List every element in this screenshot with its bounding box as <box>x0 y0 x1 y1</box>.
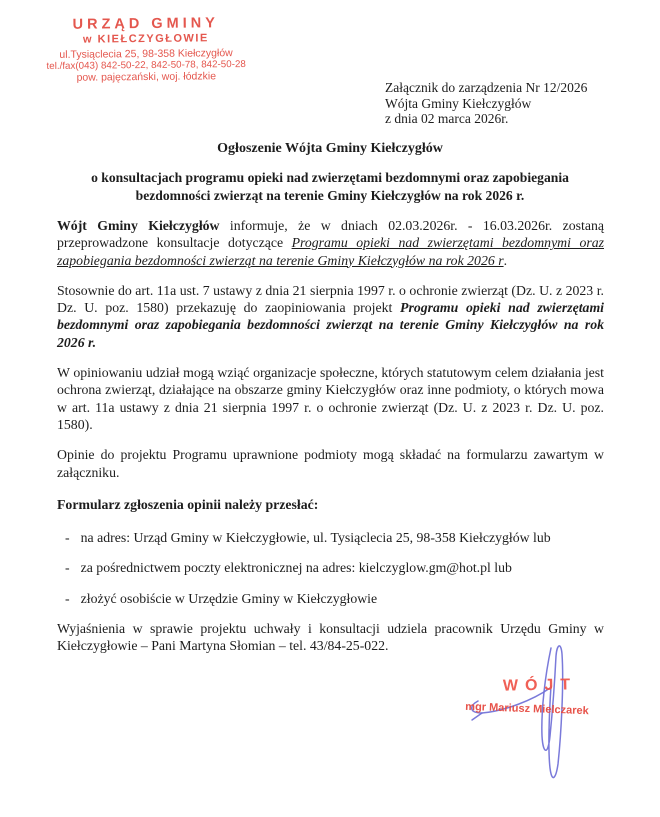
bullet-dash: - <box>65 560 70 576</box>
attachment-note-line: z dnia 02 marca 2026r. <box>385 111 509 127</box>
paragraph-contact-info: Wyjaśnienia w sprawie projektu uchwały i konsultacji udziela pracownik Urzędu Gminy w Kiełczygłowie – Pani Martyna Słomian – tel. 43/84-25-022. <box>57 621 604 654</box>
signature-role-stamp: WÓJT <box>502 676 578 695</box>
stamp-phone: tel./fax(043) 842-50-22, 842-50-78, 842-50-28 <box>46 58 246 73</box>
list-item-text: za pośrednictwem poczty elektronicznej na adres: kielczyglow.gm@hot.pl lub <box>80 560 512 576</box>
attachment-note-line: Załącznik do zarządzenia Nr 12/2026 <box>385 80 588 95</box>
paragraph-text: Stosownie do art. 11a ust. 7 ustawy z dnia 21 sierpnia 1997 r. o ochronie zwierząt (Dz. U. z 2023 r. Dz. U. poz. 1580) przekazuję do zaopiniowania projekt <box>57 282 604 316</box>
list-item-postal-address <box>65 529 604 546</box>
paragraph-period: . <box>503 252 508 268</box>
stamp-org-name: URZĄD GMINY <box>72 15 219 33</box>
attachment-note <box>385 80 587 127</box>
signature-name-stamp: mgr Mariusz Mielczarek <box>465 700 589 718</box>
stamp-address: ul.Tysiąclecia 25, 98-358 Kiełczygłów <box>59 47 233 61</box>
paragraph-consultation-dates <box>57 217 604 269</box>
program-name-bold-italic: Programu opieki nad zwierzętami bezdomnymi oraz zapobiegania bezdomności zwierząt na terenie Gminy Kiełczygłów na rok 2026 r. <box>57 300 605 350</box>
bullet-dash: - <box>65 590 70 606</box>
paragraph-text: informuje, że w dniach 02.03.2026r. - 16.03.2026r. zostaną przeprowadzone konsultacje dotyczące <box>57 218 604 251</box>
list-item-email <box>65 559 604 576</box>
signature-stroke-tip <box>472 713 482 720</box>
document-subtitle: o konsultacjach programu opieki nad zwierzętami bezdomnymi oraz zapobiegania bezdomności zwierząt na terenie Gminy Kiełczygłów na rok 2026 r. <box>91 170 569 203</box>
paragraph-lead-bold: Wójt Gminy Kiełczygłów <box>57 218 220 233</box>
office-stamp <box>32 15 261 84</box>
form-submission-heading: Formularz zgłoszenia opinii należy przesłać: <box>57 496 319 512</box>
bullet-dash: - <box>65 530 70 546</box>
attachment-note-line: Wójta Gminy Kiełczygłów <box>385 95 532 111</box>
list-item-text: na adres: Urząd Gminy w Kiełczygłowie, ul. Tysiąclecia 25, 98-358 Kiełczygłów lub <box>80 530 551 546</box>
list-item-text: złożyć osobiście w Urzędzie Gminy w Kiełczygłowie <box>80 590 378 606</box>
paragraph-opinion-form: Opinie do projektu Programu uprawnione podmioty mogą składać na formularzu zawartym w załączniku. <box>57 447 604 480</box>
document-body <box>57 217 604 668</box>
paragraph-eligible-organizations: W opiniowaniu udział mogą wziąć organizacje społeczne, których statutowym celem działania jest ochrona zwierząt, działające na obszarze gminy Kiełczygłów oraz inne podmioty, o których mowa w art. 11a ustawy z dnia 21 sierpnia 1997 r. o ochronie zwierząt (Dz. U. z 2023 r. Dz. U. poz. 1580). <box>57 365 604 432</box>
program-name-underlined: Programu opieki nad zwierzętami bezdomnymi oraz zapobiegania bezdomności zwierząt na terenie Gminy Kiełczygłów na rok 2026 r <box>57 235 604 268</box>
paragraph-legal-basis <box>57 282 604 351</box>
stamp-district: pow. pajęczański, woj. łódzkie <box>76 70 217 84</box>
list-item-in-person <box>65 590 604 607</box>
document-title: Ogłoszenie Wójta Gminy Kiełczygłów <box>217 141 443 156</box>
stamp-org-locality: w KIEŁCZYGŁOWIE <box>82 32 209 46</box>
